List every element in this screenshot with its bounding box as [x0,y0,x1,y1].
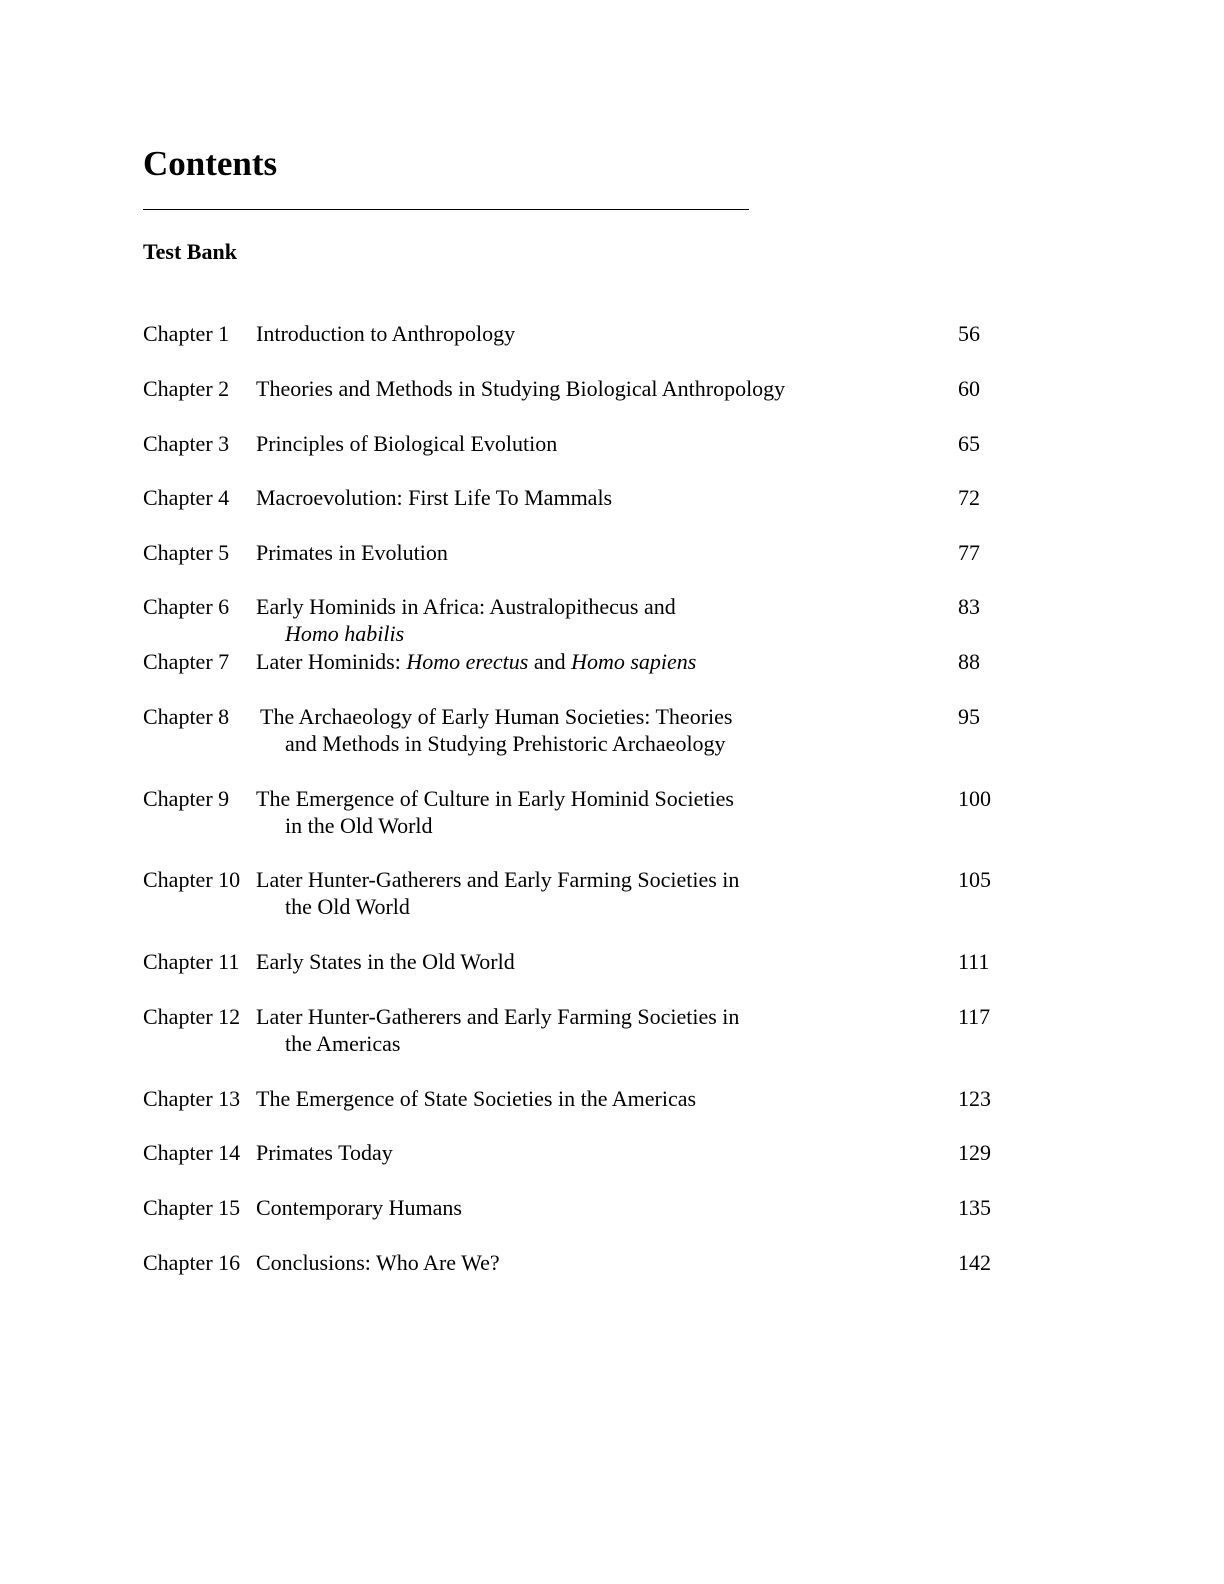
chapter-title: Principles of Biological Evolution [256,431,558,456]
page-number: 56 [958,321,980,346]
chapter-title: The Archaeology of Early Human Societies: Theories [260,704,733,729]
chapter-label: Chapter 1 [143,321,230,346]
page-number: 123 [958,1086,991,1111]
page-number: 142 [958,1250,991,1275]
page-number: 117 [958,1004,991,1029]
chapter-label: Chapter 11 [143,949,240,974]
page-title: Contents [143,144,278,183]
chapter-title-continuation: and Methods in Studying Prehistoric Archaeology [285,731,726,756]
chapter-label: Chapter 3 [143,431,230,456]
chapter-title: Primates in Evolution [256,540,448,565]
chapter-label: Chapter 6 [143,594,230,619]
toc-entry-chapter-5[interactable] [143,539,1023,599]
toc-entry-chapter-8[interactable] [143,703,1023,763]
chapter-title: Primates Today [256,1140,393,1165]
chapter-title-continuation: Homo habilis [285,621,405,646]
toc-entry-chapter-1[interactable] [143,320,1023,380]
chapter-label: Chapter 8 [143,704,230,729]
chapter-title-italic: Homo erectus [406,649,529,674]
chapter-label: Chapter 7 [143,649,230,674]
chapter-label: Chapter 13 [143,1086,241,1111]
chapter-label: Chapter 4 [143,485,230,510]
toc-entry-chapter-3[interactable] [143,430,1023,490]
chapter-title-continuation: in the Old World [285,813,433,838]
page-number: 129 [958,1140,991,1165]
page-number: 83 [958,594,980,619]
page-number: 95 [958,704,980,729]
chapter-label: Chapter 16 [143,1250,241,1275]
toc-entry-chapter-6[interactable] [143,593,1023,653]
chapter-title: Early Hominids in Africa: Australopithecus and [256,594,676,619]
toc-entry-chapter-16[interactable] [143,1249,1023,1309]
chapter-title: Contemporary Humans [256,1195,462,1220]
chapter-label: Chapter 12 [143,1004,241,1029]
chapter-title [256,648,696,675]
chapter-title: Later Hunter-Gatherers and Early Farming Societies in [256,1004,740,1029]
chapter-title-part: and [528,649,572,674]
page-number: 60 [958,376,980,401]
chapter-title-part: Later Hominids: [256,649,407,674]
chapter-title-continuation: the Americas [285,1031,401,1056]
chapter-title: The Emergence of Culture in Early Hominid Societies [256,786,734,811]
chapter-title: The Emergence of State Societies in the Americas [256,1086,697,1111]
chapter-label: Chapter 15 [143,1195,241,1220]
section-heading: Test Bank [143,239,237,264]
toc-entry-chapter-2[interactable] [143,375,1023,435]
chapter-label: Chapter 9 [143,786,230,811]
toc-entry-chapter-13[interactable] [143,1085,1023,1145]
toc-entry-chapter-7[interactable] [143,648,1023,708]
toc-entry-chapter-11[interactable] [143,948,1023,1008]
toc-entry-chapter-14[interactable] [143,1139,1023,1199]
toc-entry-chapter-15[interactable] [143,1194,1023,1254]
toc-entry-chapter-9[interactable] [143,785,1023,845]
chapter-title: Theories and Methods in Studying Biological Anthropology [256,376,786,401]
title-rule [143,209,749,210]
chapter-label: Chapter 5 [143,540,230,565]
chapter-title: Introduction to Anthropology [256,321,516,346]
chapter-label: Chapter 14 [143,1140,241,1165]
toc-entry-chapter-12[interactable] [143,1003,1023,1063]
chapter-title: Later Hunter-Gatherers and Early Farming Societies in [256,867,740,892]
chapter-title-italic: Homo sapiens [571,649,697,674]
chapter-title: Early States in the Old World [256,949,515,974]
page-number: 105 [958,867,991,892]
toc-entry-chapter-4[interactable] [143,484,1023,544]
page-number: 135 [958,1195,991,1220]
page-number: 88 [958,649,980,674]
page-number: 65 [958,431,980,456]
page-number: 72 [958,485,980,510]
toc-entry-chapter-10[interactable] [143,866,1023,926]
chapter-label: Chapter 2 [143,376,230,401]
chapter-label: Chapter 10 [143,867,241,892]
chapter-title: Conclusions: Who Are We? [256,1250,500,1275]
page-number: 100 [958,786,991,811]
chapter-title-continuation: the Old World [285,894,410,919]
page-number: 77 [958,540,980,565]
chapter-title: Macroevolution: First Life To Mammals [256,485,613,510]
page-number: 111 [958,949,990,974]
